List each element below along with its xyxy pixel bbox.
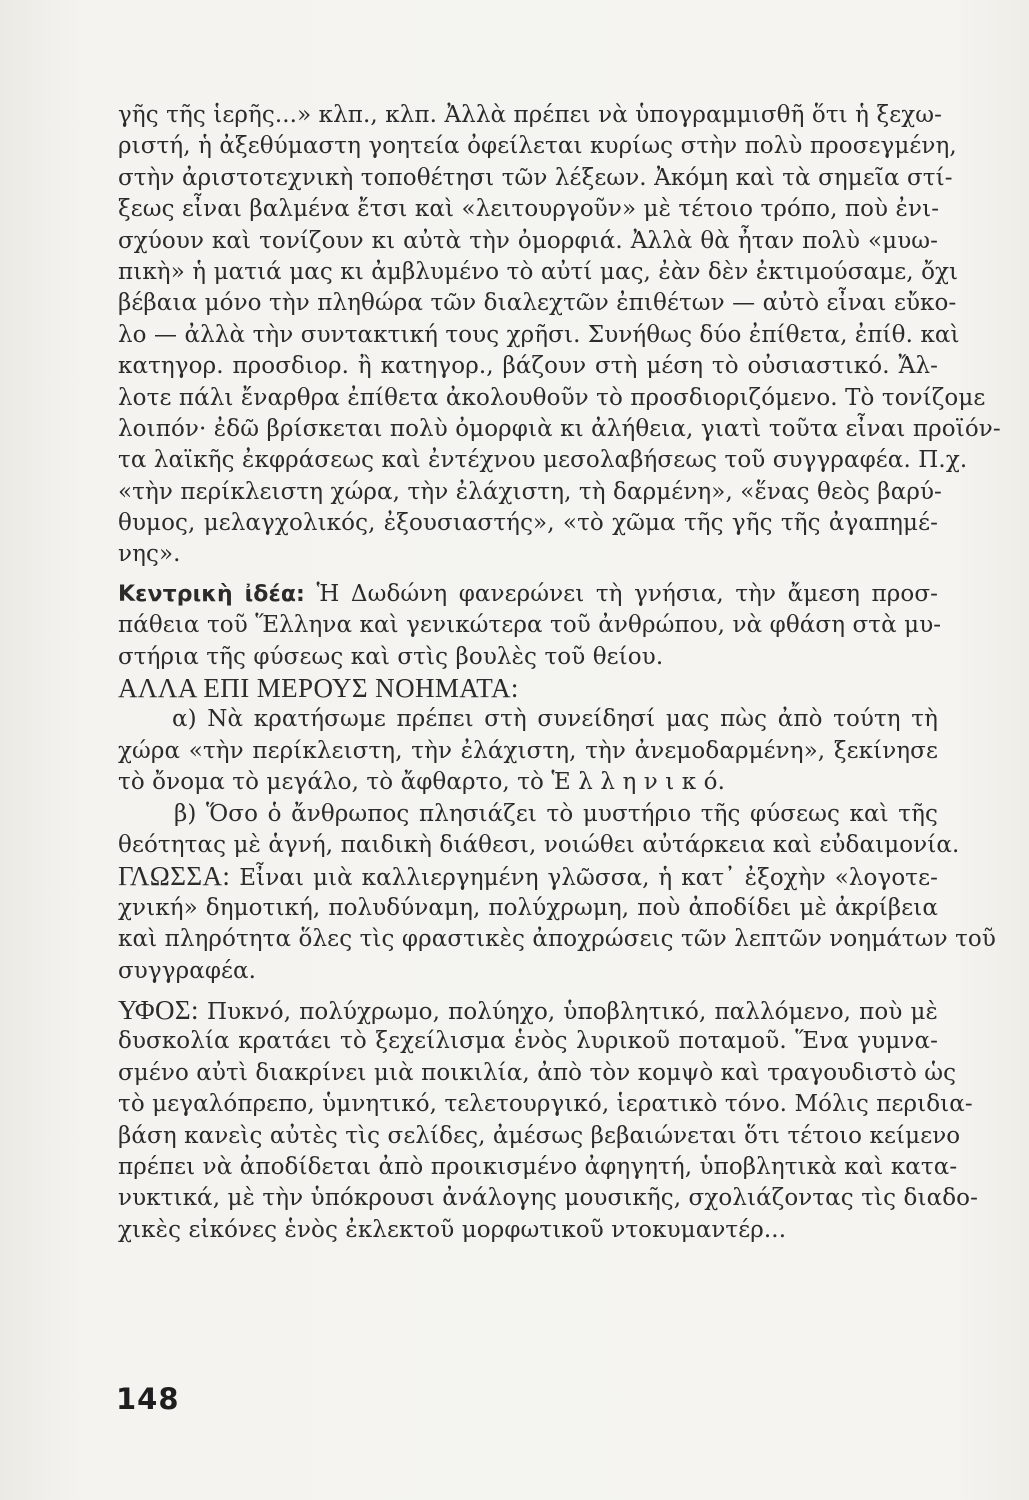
style-line: νυκτικά, μὲ τὴν ὑπόκρουσι ἀνάλογης μουσικῆς, σχολιάζοντας τὶς διαδο- — [118, 1185, 979, 1212]
text-line: νης». — [118, 541, 181, 568]
style-line: χικὲς εἰκόνες ἑνὸς ἐκλεκτοῦ μορφωτικοῦ ντοκυμαντέρ... — [118, 1216, 787, 1243]
text-line: τα λαϊκῆς ἐκφράσεως καὶ ἐντέχνου μεσολαβήσεως τοῦ συγγραφέα. Π.χ. — [118, 447, 968, 474]
central-idea-line: πάθεια τοῦ Ἕλληνα καὶ γενικώτερα τοῦ ἀνθρώπου, νὰ φθάση στὰ μυ- — [118, 612, 942, 639]
spacer — [118, 987, 938, 995]
style-line — [118, 995, 938, 1026]
text-line: ξεως εἶναι βαλμένα ἔτσι καὶ «λειτουργοῦν» μὲ τέτοιο τρόπο, ποὺ ἐνι- — [118, 196, 940, 223]
text-line: γῆς τῆς ἱερῆς...» κλπ., κλπ. Ἀλλὰ πρέπει νὰ ὑπογραμμισθῆ ὅτι ἡ ξεχω- — [118, 102, 943, 128]
meaning-a-line: τὸ ὄνομα τὸ μεγάλο, τὸ ἄφθαρτο, τὸ Ἑ λ λ η ν ι κ ό. — [118, 769, 726, 796]
central-idea-line: στήρια τῆς φύσεως καὶ στὶς βουλὲς τοῦ θείου. — [118, 643, 664, 670]
text-line: λοτε πάλι ἔναρθρα ἐπίθετα ἀκολουθοῦν τὸ προσδιοριζόμενο. Τὸ τονίζομε — [118, 384, 986, 411]
meaning-b-line: β) Ὅσο ὁ ἄνθρωπος πλησιάζει τὸ μυστήριο τῆς φύσεως καὶ τῆς — [174, 800, 938, 827]
style-line: τὸ μεγαλόπρεπο, ὑμνητικό, τελετουργικό, ἱερατικὸ τόνο. Μόλις περιδια- — [118, 1091, 973, 1118]
text-line: λο — ἀλλὰ τὴν συντακτική τους χρῆσι. Συνήθως δύο ἐπίθετα, ἐπίθ. καὶ — [118, 321, 960, 348]
text-line: κατηγορ. προσδιορ. ἢ κατηγορ., βάζουν στὴ μέση τὸ οὐσιαστικό. Ἄλ- — [118, 353, 938, 380]
spacer — [118, 571, 938, 579]
page-number: 148 — [116, 1382, 180, 1416]
language-line: χνική» δημοτική, πολυδύναμη, πολύχρωμη, ποὺ ἀποδίδει μὲ ἀκρίβεια — [118, 894, 938, 921]
language-line — [118, 861, 938, 892]
style-line: βάση κανεὶς αὐτὲς τὶς σελίδες, ἀμέσως βεβαιώνεται ὅτι τέτοιο κείμενο — [118, 1122, 961, 1149]
style-text: Πυκνό, πολύχρωμο, πολύηχο, ὑποβλητικό, παλλόμενο, ποὺ μὲ — [206, 998, 938, 1025]
central-idea-label: Κεντρικὴ ἰδέα: — [118, 581, 305, 607]
text-line: στὴν ἀριστοτεχνικὴ τοποθέτησι τῶν λέξεων. Ἀκόμη καὶ τὰ σημεῖα στί- — [118, 164, 953, 191]
language-label: ΓΛΩΣΣΑ: — [118, 861, 231, 892]
central-idea-text: Ἡ Δωδώνη φανερώνει τὴ γνήσια, τὴν ἄμεση προσ- — [316, 580, 938, 607]
language-line: συγγραφέα. — [118, 957, 257, 984]
meaning-b-line: θεότητας μὲ ἁγνή, παιδικὴ διάθεσι, νοιώθει αὐτάρκεια καὶ εὐδαιμονία. — [118, 831, 960, 858]
text-line: σχύουν καὶ τονίζουν κι αὐτὰ τὴν ὀμορφιά. Ἀλλὰ θὰ ἦταν πολὺ «μυω- — [118, 227, 938, 254]
text-line: θυμος, μελαγχολικός, ἐξουσιαστής», «τὸ χῶμα τῆς γῆς τῆς ἀγαπημέ- — [118, 510, 938, 537]
language-text: Εἶναι μιὰ καλλιεργημένη γλῶσσα, ἡ κατ᾽ ἐξοχὴν «λογοτε- — [239, 865, 938, 892]
style-line: πρέπει νὰ ἀποδίδεται ἀπὸ προικισμένο ἀφηγητή, ὑποβλητικὰ καὶ κατα- — [118, 1153, 958, 1180]
text-line: πικὴ» ἡ ματιά μας κι ἀμβλυμένο τὸ αὐτί μας, ἐὰν δὲν ἐκτιμούσαμε, ὄχι — [118, 258, 959, 285]
language-line: καὶ πληρότητα ὅλες τὶς φραστικὲς ἀποχρώσεις τῶν λεπτῶν νοημάτων τοῦ — [118, 926, 996, 953]
style-line: σμένο αὐτὶ διακρίνει μιὰ ποικιλία, ἀπὸ τὸν κομψὸ καὶ τραγουδιστὸ ὡς — [118, 1059, 957, 1086]
text-line: «τὴν περίκλειστη χώρα, τὴν ἐλάχιστη, τὴ δαρμένη», «ἕνας θεὸς βαρύ- — [118, 478, 942, 505]
style-line: δυσκολία κρατάει τὸ ξεχείλισμα ἑνὸς λυρικοῦ ποταμοῦ. Ἕνα γυμνα- — [118, 1028, 938, 1055]
meaning-a-line: α) Νὰ κρατήσωμε πρέπει στὴ συνείδησί μας πὼς ἀπὸ τούτη τὴ — [172, 706, 938, 733]
text-line: ριστή, ἡ ἀξεθύμαστη γοητεία ὀφείλεται κυρίως στὴν πολὺ προσεγμένη, — [118, 133, 957, 160]
section-heading: ΑΛΛΑ ΕΠΙ ΜΕΡΟΥΣ ΝΟΗΜΑΤΑ: — [118, 673, 519, 704]
central-idea-line — [118, 579, 938, 610]
style-label: ΥΦΟΣ: — [118, 994, 199, 1025]
body-text — [118, 100, 1001, 1246]
meaning-a-line: χώρα «τὴν περίκλειστη, τὴν ἐλάχιστη, τὴν ἀνεμοδαρμένη», ξεκίνησε — [118, 737, 938, 764]
text-line: βέβαια μόνο τὴν πληθώρα τῶν διαλεχτῶν ἐπιθέτων — αὐτὸ εἶναι εὔκο- — [118, 290, 957, 317]
text-line: λοιπόν· ἐδῶ βρίσκεται πολὺ ὀμορφιὰ κι ἀλήθεια, γιατὶ τοῦτα εἶναι προϊόν- — [118, 415, 1001, 442]
